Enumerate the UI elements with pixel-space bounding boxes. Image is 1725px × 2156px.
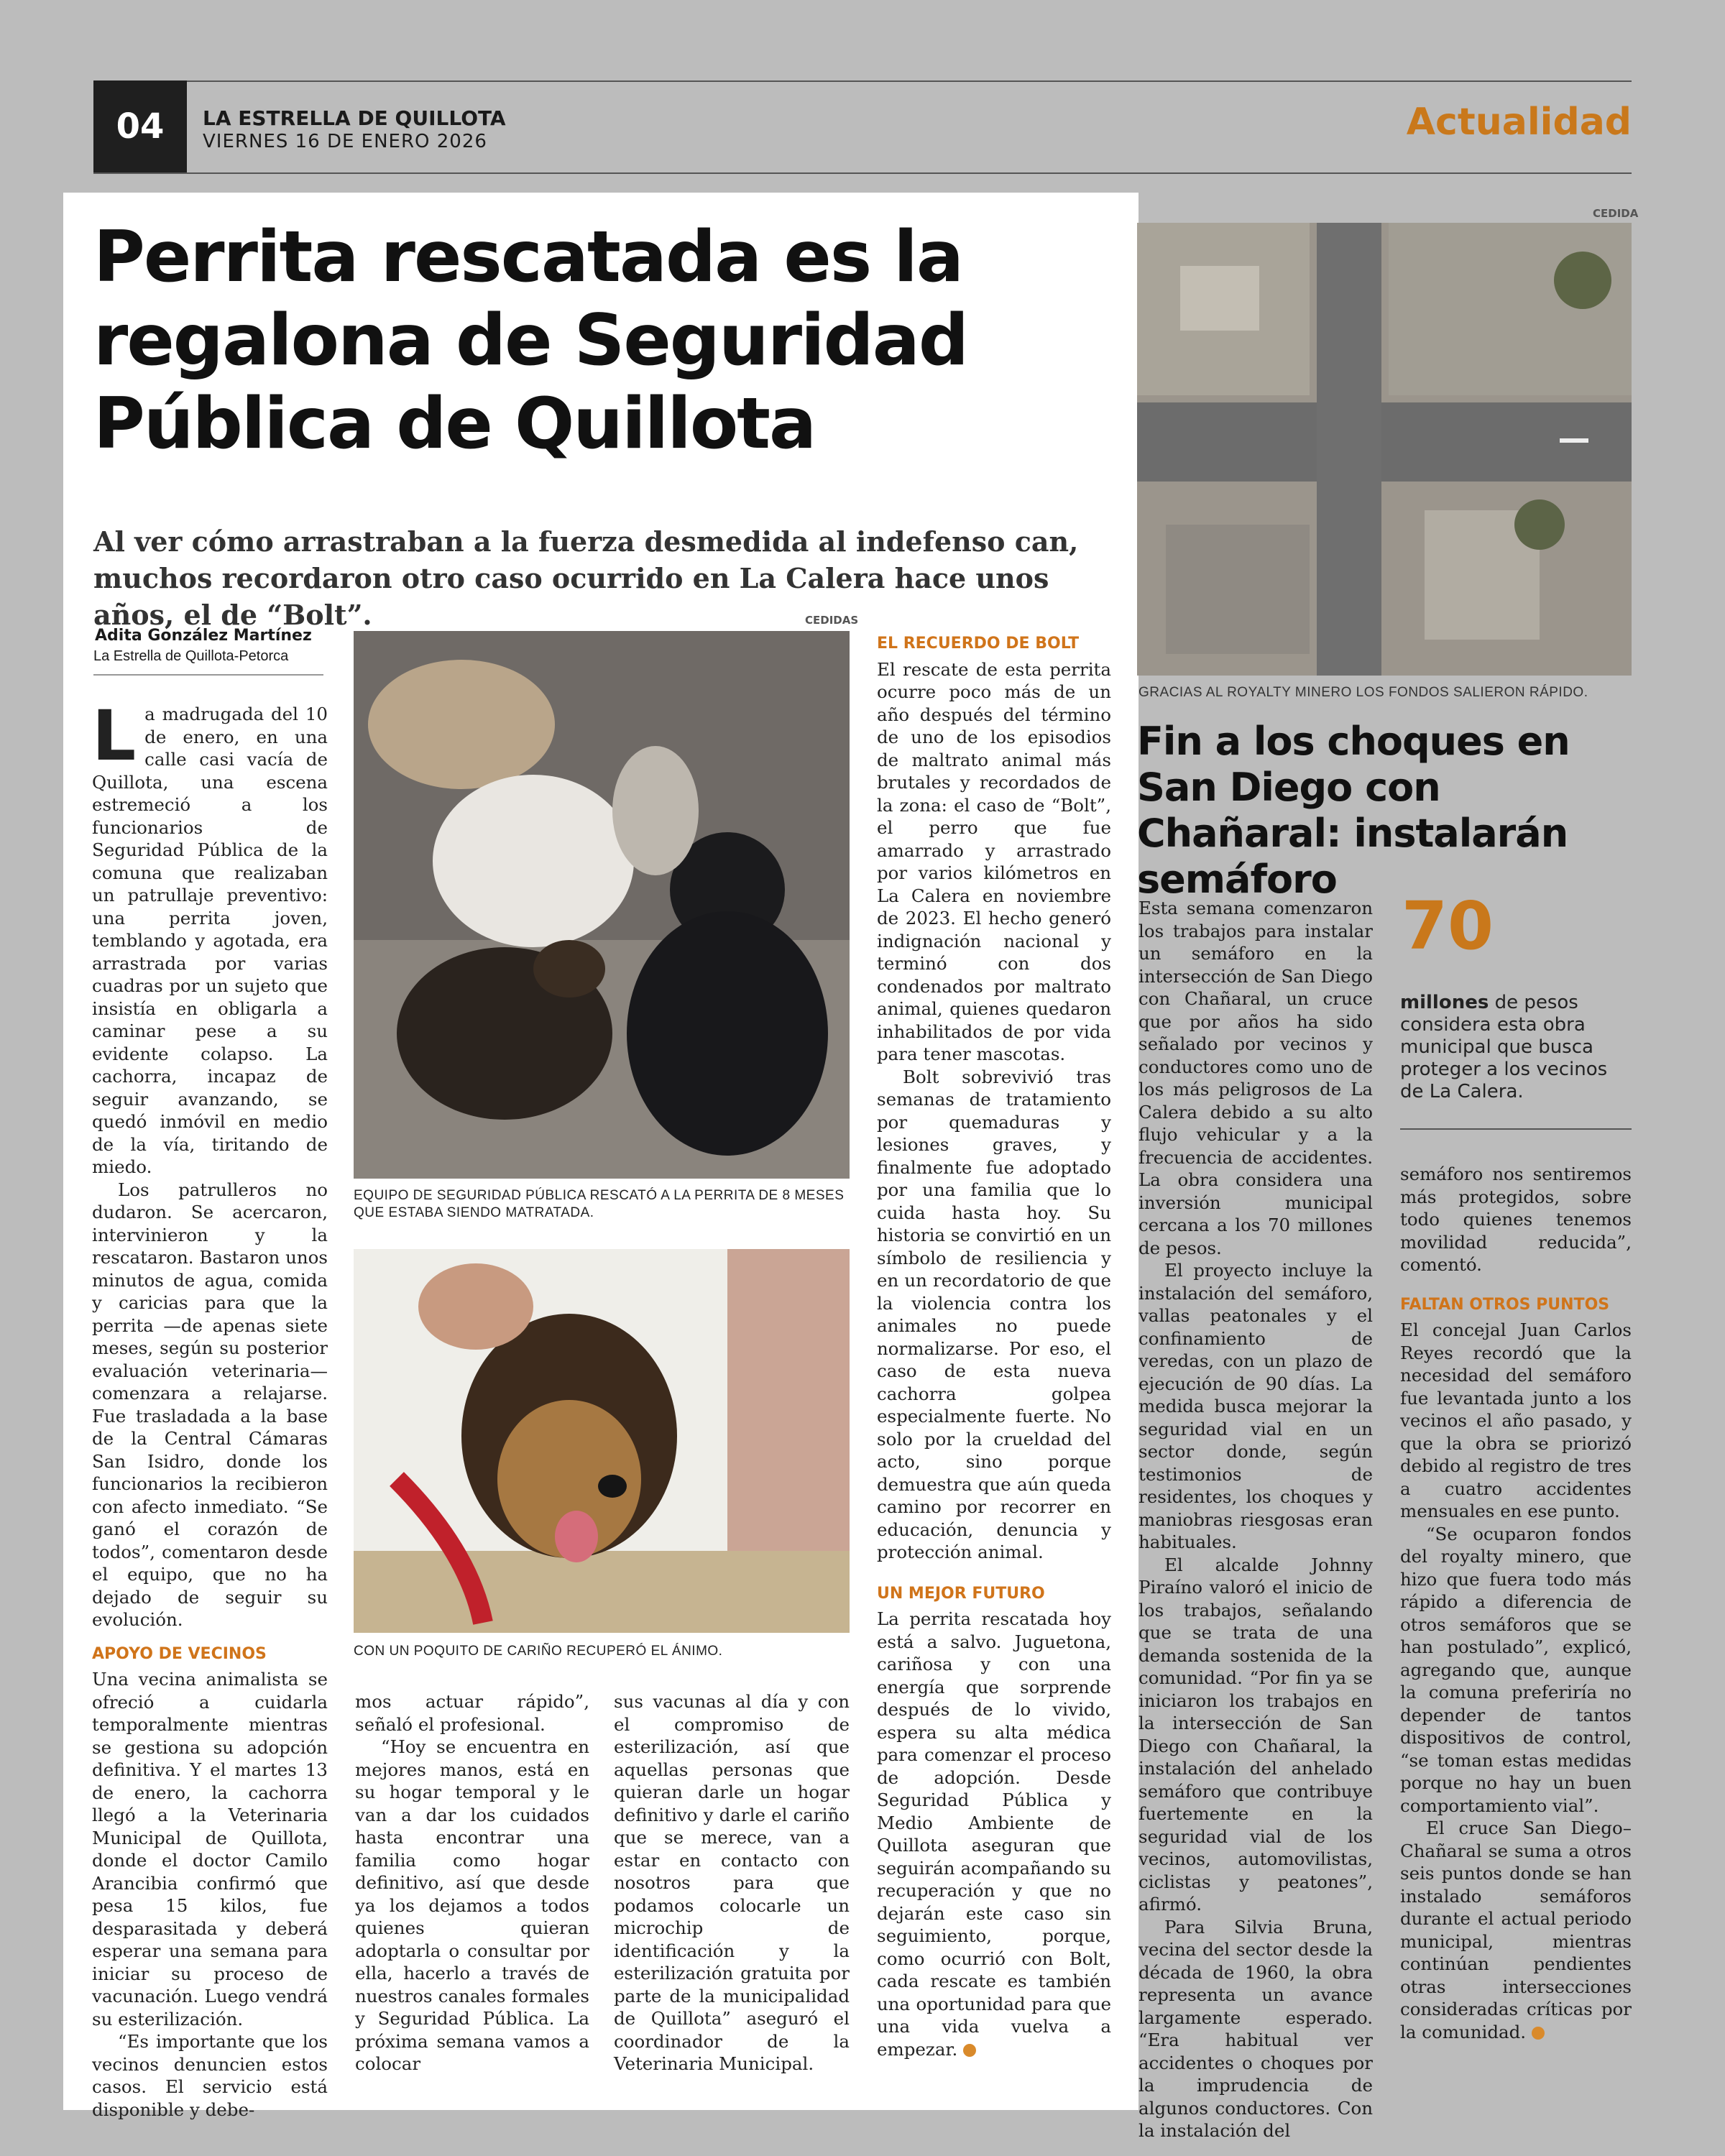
photo2-caption: CON UN POQUITO DE CARIÑO RECUPERÓ EL ÁNIMO. [354, 1644, 723, 1659]
paragraph: Una vecina animalista se ofreció a cuidarla temporalmente mientras se gestiona su adopción definitiva. Y el martes 13 de enero, la cachorra llegó a la Veterinaria Municipal de Quillota, donde el doctor Camilo Arancibia confirmó que pesa 15 kilos, fue desparasitada y deberá esperar una semana para iniciar su proceso de vacunación. Luego vendrá su esterilización. [92, 1669, 328, 2030]
side-photo-caption: GRACIAS AL ROYALTY MINERO LOS FONDOS SALIERON RÁPIDO. [1138, 685, 1588, 700]
rescue-photo [354, 631, 850, 1179]
stat-text [1400, 992, 1629, 1103]
stat-desc: de pesos considera esta obra municipal que busca proteger a los vecinos de La Calera. [1400, 992, 1608, 1102]
paragraph: semáforo nos sentiremos más protegidos, sobre todo quienes tenemos movilidad reducida”, comentó. [1400, 1164, 1632, 1275]
main-col-1 [92, 696, 328, 2121]
side-col-b [1400, 1163, 1632, 2043]
side-photo-credit: CEDIDA [1593, 207, 1639, 220]
main-headline: Perrita rescatada es la regalona de Seguridad Pública de Quillota [93, 216, 968, 465]
paragraph: mos actuar rápido”, señaló el profesional. [355, 1691, 589, 1735]
paragraph: “Hoy se encuentra en mejores manos, está en su hogar temporal y le van a dar los cuidados hasta encontrar una familia como hogar definitivo, así que desde ya los dejamos a todos quienes quieran adoptarla o consultar por ella, hacerlo a través de nuestros canales formales y Seguridad Pública. La próxima semana vamos a colocar [355, 1736, 589, 2074]
main-col-4 [877, 631, 1111, 2060]
subhead-faltan: FALTAN OTROS PUNTOS [1400, 1295, 1610, 1314]
paragraph: El alcalde Johnny Piraíno valoró el inicio de los trabajos, señalando que se trata de una demanda sostenida de la comunidad. “Por fin ya se iniciaron los trabajos en la intersección de San Diego con Chañaral, la instalación del anhelado semáforo que contribuye fuertemente en la seguridad vial de los vecinos, automovilistas, ciclistas y peatones”, afirmó. [1138, 1554, 1373, 1915]
section-label: Actualidad [1406, 101, 1632, 144]
paragraph: El concejal Juan Carlos Reyes recordó que la necesidad del semáforo fue levantada junto a los vecinos el año pasado, y que la obra se priorizó debido al registro de tres a cuatro accidentes mensuales en ese punto. [1400, 1319, 1632, 1521]
dog-photo [354, 1249, 850, 1633]
paragraph: sus vacunas al día y con el compromiso de esterilización, así que aquellas personas que quieran darle un hogar definitivo y darle el cariño que se merece, van a estar en contacto con nosotros para que podamos colocarle un microchip de identificación y la esterilización gratuita por parte de la municipalidad de Quillota” aseguró el coordinador de la Veterinaria Municipal. [614, 1691, 850, 2074]
end-mark-icon [1532, 2027, 1545, 2040]
rescue-photo-image [354, 631, 850, 1179]
photo1-caption: EQUIPO DE SEGURIDAD PÚBLICA RESCATÓ A LA PERRITA DE 8 MESES QUE ESTABA SIENDO MATRATADA. [354, 1188, 845, 1220]
paragraph: Bolt sobrevivió tras semanas de tratamiento por quemaduras y lesiones graves, y finalmente fue adoptado por una familia que lo cuida hasta hoy. Su historia se convirtió en un símbolo de resiliencia y en un recordatorio de que la violencia contra los animales no puede normalizarse. Por eso, el caso de esta nueva cachorra golpea especialmente fuerte. No solo por la crueldad del acto, sino porque demuestra que aún queda camino por recorrer en educación, denuncia y protección animal. [877, 1066, 1111, 1562]
dropcap: L [92, 696, 137, 776]
paragraph: “Se ocuparon fondos del royalty minero, que hizo que fuera todo más rápido a diferencia de otros semáforos que se han postulado”, explicó, agregando que, aunque la comuna preferiría no depender de tantos dispositivos de control, “se toman estas medidas porque no hay un buen comportamiento vial”. [1400, 1523, 1632, 1816]
paragraph: a madrugada del 10 de enero, en una calle casi vacía de Quillota, una escena estremeció a los funcionarios de Seguridad Pública de la comuna que realizaban un patrullaje preventivo: una perrita joven, temblando y agotada, era arrastrada por varias cuadras por un sujeto que insistía en obligarla a caminar pese a su evidente colapso. La cachorra, incapaz de seguir avanzando, se quedó inmóvil en medio de la vía, tiritando de miedo. [92, 704, 328, 1177]
paper-name: LA ESTRELLA DE QUILLOTA [203, 106, 506, 130]
stat-rule [1400, 1128, 1632, 1130]
side-headline: Fin a los choques en San Diego con Chañaral: instalarán semáforo [1137, 719, 1570, 902]
stat-number: 70 [1402, 888, 1494, 964]
paragraph: El cruce San Diego–Chañaral se suma a otros seis puntos donde se han instalado semáforos durante el actual periodo municipal, mientras continúan pendientes otras intersecciones consideradas críticas por la comunidad. [1400, 1818, 1632, 2042]
paragraph: La perrita rescatada hoy está a salvo. Juguetona, cariñosa y con una energía que sorprende después de lo vivido, espera su alta médica para comenzar el proceso de adopción. Desde Seguridad Pública y Medio Ambiente de Quillota aseguran que seguirán acompañando su recuperación y que no dejarán este caso sin seguimiento, porque, como ocurrió con Bolt, cada rescate es también una oportunidad para que una vida vuelva a empezar. [877, 1608, 1111, 2060]
end-mark-icon [963, 2044, 976, 2057]
paragraph: Para Silvia Bruna, vecina del sector desde la década de 1960, la obra representa un avance largamente esperado. “Era habitual ver accidentes o choques por la imprudencia de algunos conductores. Con la instalación del [1138, 1916, 1373, 2141]
dog-photo-image [354, 1249, 850, 1633]
header-bottom-rule [93, 172, 1632, 174]
main-col-2 [355, 1690, 589, 2076]
paragraph: “Es importante que los vecinos denuncien estos casos. El servicio está disponible y debe- [92, 2031, 328, 2120]
main-deck: Al ver cómo arrastraban a la fuerza desmedida al indefenso can, muchos recordaron otro caso ocurrido en La Calera hace unos años, el de “Bolt”. [93, 525, 1079, 631]
author-name: Adita González Martínez [95, 627, 312, 645]
side-col-a [1138, 897, 1373, 2142]
paper-date: VIERNES 16 DE ENERO 2026 [203, 131, 487, 152]
subhead-bolt: EL RECUERDO DE BOLT [877, 635, 1080, 653]
paragraph: Los patrulleros no dudaron. Se acercaron, intervinieron y la rescataron. Bastaron unos minutos de agua, comida y caricias para que la perrita —de apenas siete meses, según su posterior evaluación veterinaria— comenzara a relajarse. Fue trasladada a la base de la Central Cámaras San Isidro, donde los funcionarios la recibieron con afecto inmediato. “Se ganó el corazón de todos”, comentaron desde el equipo, que no ha dejado de seguir su evolución. [92, 1179, 328, 1630]
paragraph: Esta semana comenzaron los trabajos para instalar un semáforo en la intersección de San Diego con Chañaral, un cruce que por años ha sido señalado por vecinos y conductores como uno de los más peligrosos de La Calera debido a su alto flujo vehicular y a la frecuencia de accidentes. La obra considera una inversión municipal cercana a los 70 millones de pesos. [1138, 898, 1373, 1258]
subhead-apoyo: APOYO DE VECINOS [92, 1644, 267, 1663]
header-top-rule [93, 80, 1632, 82]
photo-credit: CEDIDAS [805, 614, 859, 627]
author-rule [93, 674, 323, 676]
aerial-photo [1137, 223, 1632, 676]
main-col-3 [614, 1690, 850, 2076]
page-number: 04 [93, 80, 187, 172]
subhead-futuro: UN MEJOR FUTURO [877, 1584, 1045, 1603]
author-org: La Estrella de Quillota-Petorca [93, 648, 289, 664]
stat-bold: millones [1400, 992, 1489, 1013]
paragraph: El proyecto incluye la instalación del semáforo, vallas peatonales y el confinamiento de veredas, con un plazo de ejecución de 90 días. La medida busca mejorar la seguridad vial en un sector donde, según testimonios de residentes, los choques y maniobras riesgosas eran habituales. [1138, 1260, 1373, 1552]
aerial-photo-image [1137, 223, 1632, 676]
paragraph: El rescate de esta perrita ocurre poco más de un año después del término de uno de los episodios de maltrato animal más brutales y recordados de la zona: el caso de “Bolt”, el perro que fue amarrado y arrastrado por varios kilómetros en La Calera en noviembre de 2023. El hecho generó indignación nacional y terminó con dos condenados por maltrato animal, quienes quedaron inhabilitados de por vida para tener mascotas. [877, 658, 1111, 1064]
